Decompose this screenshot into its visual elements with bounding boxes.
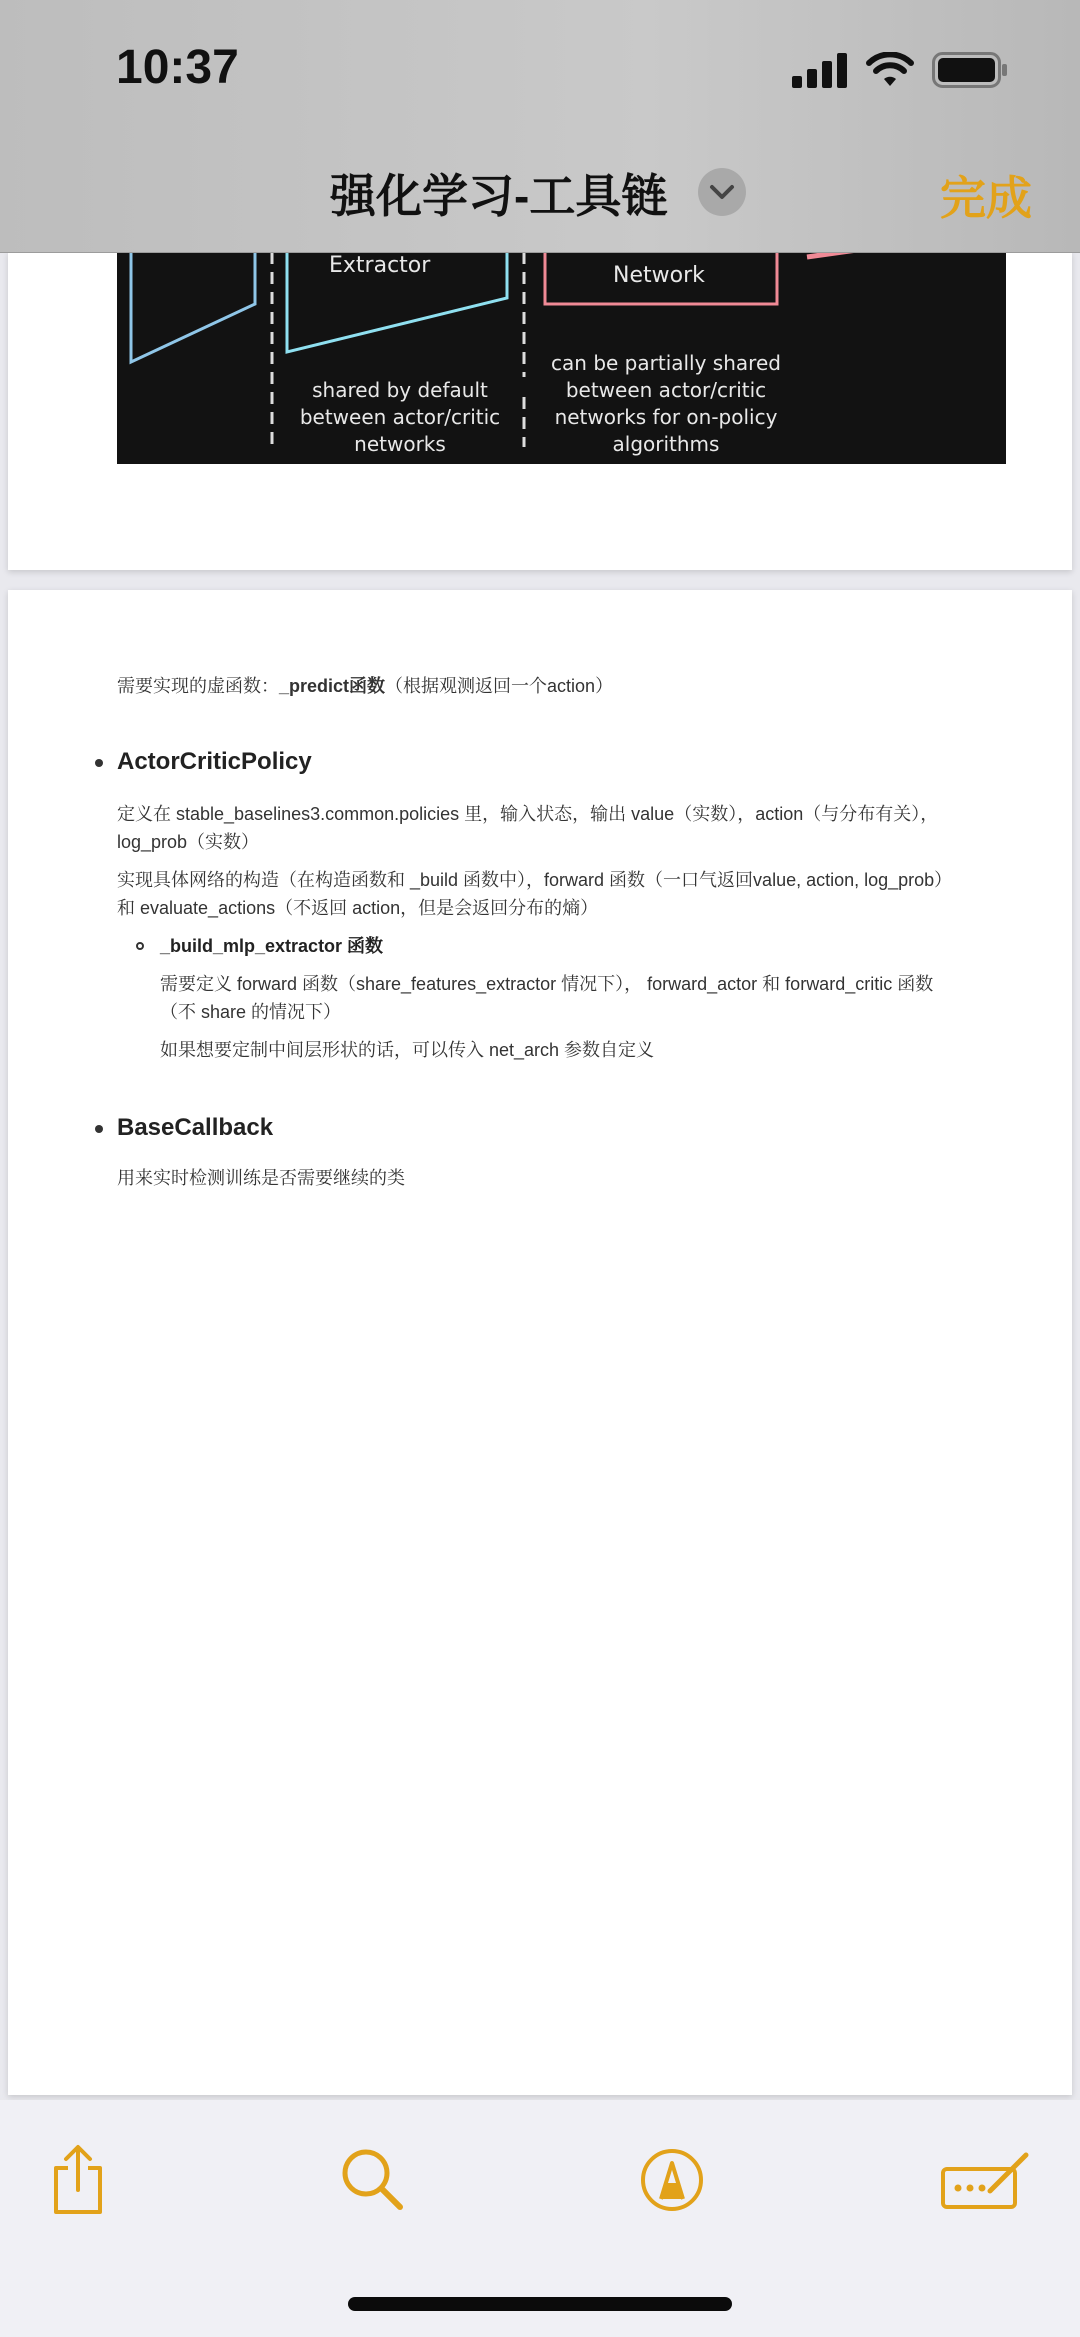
intro-bold: _predict函数 <box>279 676 386 696</box>
search-icon <box>340 2147 406 2213</box>
intro-line <box>117 672 613 700</box>
signature-icon <box>940 2149 1032 2211</box>
sub-bullet-ring <box>136 942 144 950</box>
diagram-label-network: Network <box>613 263 705 288</box>
subsection-title: _build_mlp_extractor 函数 <box>160 936 384 956</box>
share-button[interactable] <box>38 2140 118 2220</box>
caption-left-line-3: networks <box>354 432 446 456</box>
home-indicator[interactable] <box>348 2297 732 2311</box>
search-button[interactable] <box>333 2140 413 2220</box>
battery-icon <box>932 52 1008 88</box>
section1-paragraph-1-line-2: log_prob（实数） <box>117 832 260 852</box>
wifi-icon <box>866 52 914 88</box>
title-menu-button[interactable] <box>698 168 746 216</box>
cellular-signal-icon <box>792 52 848 88</box>
section-heading-basecallback: BaseCallback <box>117 1114 274 1141</box>
share-icon <box>48 2144 108 2216</box>
caption-left-line-1: shared by default <box>312 378 488 402</box>
section1-paragraph-2-line-2: 和 evaluate_actions（不返回 action，但是会返回分布的熵） <box>117 898 599 918</box>
bullet-dot <box>95 759 103 767</box>
caption-right-line-4: algorithms <box>612 432 720 456</box>
subsection-paragraph-1-line-1: 需要定义 forward 函数（share_features_extractor 情况下）， forward_actor 和 forward_critic 函数 <box>160 974 934 994</box>
document-title: 强化学习-工具链 <box>330 170 668 222</box>
section2-paragraph: 用来实时检测训练是否需要继续的类 <box>117 1168 405 1188</box>
diagram-label-extractor: Extractor <box>329 253 431 278</box>
diagram-image <box>117 252 1006 464</box>
section1-paragraph-2-line-1: 实现具体网络的构造（在构造函数和 _build 函数中），forward 函数（一口气返回value, action, log_prob） <box>117 870 953 890</box>
intro-suffix: （根据观测返回一个action） <box>385 676 614 696</box>
subsection-paragraph-1-line-2: （不 share 的情况下） <box>160 1002 342 1022</box>
signature-button[interactable] <box>938 2140 1034 2220</box>
caption-right-line-3: networks for on-policy <box>554 405 778 429</box>
markup-button[interactable] <box>632 2140 712 2220</box>
done-button[interactable]: 完成 <box>940 172 1032 224</box>
markup-icon <box>639 2147 705 2213</box>
caption-left-line-2: between actor/critic <box>299 405 501 429</box>
status-icons <box>792 52 1008 88</box>
caption-right-line-1: can be partially shared <box>551 351 781 375</box>
status-time: 10:37 <box>116 41 239 94</box>
navigation-header <box>0 0 1080 253</box>
caption-right-line-2: between actor/critic <box>565 378 767 402</box>
bullet-dot <box>95 1125 103 1133</box>
section-heading-actorcriticpolicy: ActorCriticPolicy <box>117 748 312 775</box>
intro-prefix: 需要实现的虚函数： <box>117 676 279 696</box>
section1-paragraph-1-line-1: 定义在 stable_baselines3.common.policies 里，输入状态，输出 value（实数），action（与分布有关）， <box>117 804 939 824</box>
subsection-paragraph-2: 如果想要定制中间层形状的话，可以传入 net_arch 参数自定义 <box>160 1040 655 1060</box>
chevron-down-icon <box>708 182 736 202</box>
